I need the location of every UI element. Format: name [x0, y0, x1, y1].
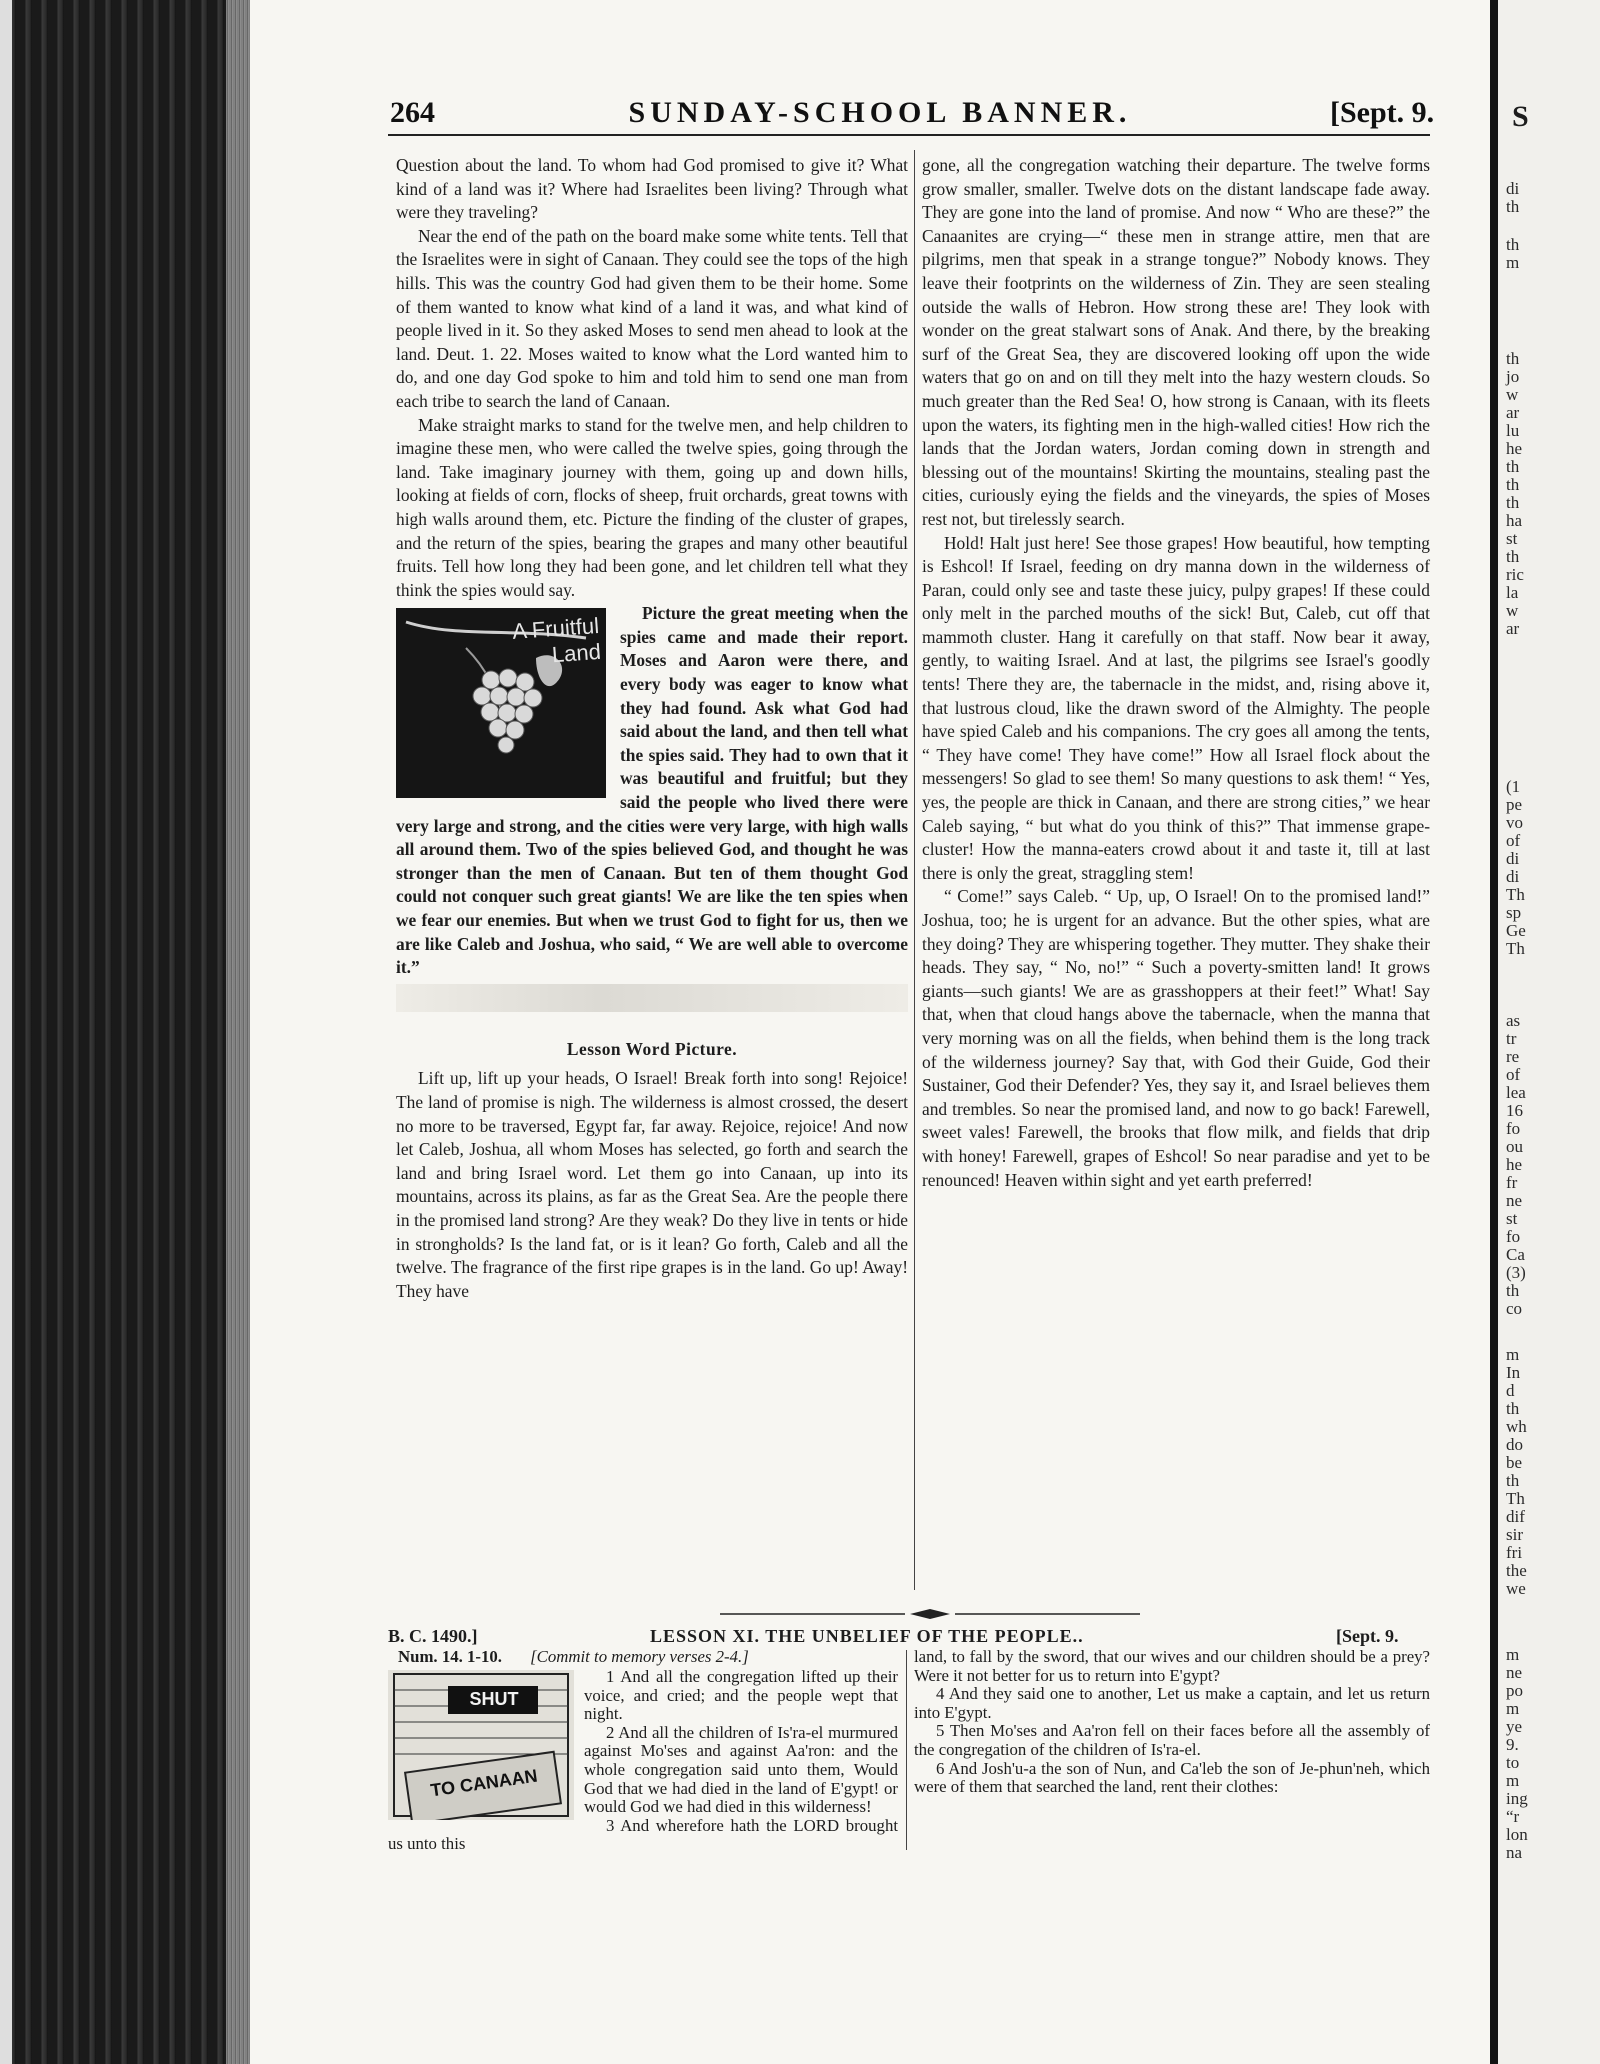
- adjacent-text-fragment: ne: [1506, 1663, 1523, 1682]
- verse: land, to fall by the sword, that our wives and our children should be a prey? Were it not better for us to return into E'gypt?: [914, 1647, 1430, 1685]
- verse: 6 And Josh'u-a the son of Nun, and Ca'leb the son of Je-phun'neh, which were of them that searched the land, rent their clothes:: [914, 1758, 1430, 1797]
- adjacent-text-fragment: w: [1506, 601, 1519, 620]
- adjacent-text-fragment: di: [1506, 867, 1520, 886]
- adjacent-text-fragment: th: [1506, 493, 1520, 512]
- section-heading: Lesson Word Picture.: [566, 1038, 738, 1059]
- adjacent-text-fragment: na: [1506, 1843, 1523, 1862]
- adjacent-text-fragment: re: [1506, 1047, 1520, 1066]
- adjacent-text-fragment: po: [1506, 1681, 1523, 1700]
- adjacent-text-fragment: m: [1506, 1645, 1520, 1664]
- scripture-reference: Num. 14. 1-10.: [398, 1647, 502, 1666]
- verse: 3 And wherefore hath the LORD brought us unto this: [388, 1815, 898, 1854]
- adjacent-text-fragment: ric: [1506, 565, 1524, 584]
- adjacent-text-fragment: ne: [1506, 1191, 1523, 1210]
- header-rule: [388, 134, 1430, 136]
- paragraph: Make straight marks to stand for the twelve men, and help children to imagine these men, who were called the twelve spies, going through the land. Take imaginary journey with them, going up and down hills, looking at fields of corn, flocks of sheep, fruit orchards, great towns with high walls around them, etc. Picture the finding of the cluster of grapes, and the return of the spies, bearing the grapes and many other beautiful fruits. Tell how long they had been gone, and let children tell what they think the spies would say.: [396, 414, 908, 600]
- adjacent-text-fragment: he: [1506, 1155, 1523, 1174]
- adjacent-text-fragment: ou: [1506, 1137, 1523, 1156]
- adjacent-text-fragment: co: [1506, 1299, 1523, 1318]
- left-column: [396, 154, 908, 1303]
- adjacent-text-fragment: as: [1506, 1011, 1521, 1030]
- adjacent-text-fragment: 9.: [1506, 1735, 1519, 1754]
- adjacent-text-fragment: st: [1506, 1209, 1518, 1228]
- page-number: 264: [390, 96, 435, 129]
- adjacent-text-fragment: In: [1506, 1363, 1521, 1382]
- adjacent-page-fragment: [1490, 0, 1600, 2064]
- adjacent-text-fragment: jo: [1506, 367, 1520, 386]
- adjacent-text-fragment: tr: [1506, 1029, 1517, 1048]
- adjacent-text-fragment: ar: [1506, 403, 1520, 422]
- adjacent-text-fragment: th: [1506, 1281, 1520, 1300]
- adjacent-text-fragment: sir: [1506, 1525, 1523, 1544]
- adjacent-running-head: S: [1512, 100, 1529, 133]
- column-rule: [914, 150, 915, 1590]
- adjacent-text-fragment: di: [1506, 849, 1520, 868]
- paragraph: “ Come!” says Caleb. “ Up, up, O Israel! On to the promised land!” Joshua, too; he is urgent for an advance. But the other spies, what are they doing? They are whispering together. They mutter. They shake their heads. They say, “ No, no!” “ Such a poverty-smitten land! It grows giants—such giants! We are as grasshoppers at their feet!” What! Say that, when that cloud hangs above the tabernacle, when the manna that very morning was on all the fields, when behind them is the long track of the wilderness journey? Say that, with God their Guide, God their Sustainer, God their Defender? Yes, they say it, and Israel believes them and trembles. So near the promised land, and now to go back! Farewell, sweet vales! Farewell, the brooks that flow milk, and fields that drip with honey! Farewell, grapes of Eshcol! So near paradise and yet to be renounced! Heaven within sight and yet earth preferred!: [922, 886, 1430, 1190]
- adjacent-text-fragment: ha: [1506, 511, 1523, 530]
- page-edges: [226, 0, 250, 2064]
- adjacent-text-fragment: “r: [1506, 1807, 1520, 1826]
- adjacent-text-fragment: th: [1506, 1471, 1520, 1490]
- adjacent-text-fragment: la: [1506, 583, 1519, 602]
- paragraph: Question about the land. To whom had God promised to give it? What kind of a land was it? Where had Israelites been living? Through what were they traveling?: [396, 155, 908, 223]
- adjacent-text-fragment: Ca: [1506, 1245, 1525, 1264]
- adjacent-text-fragment: lon: [1506, 1825, 1528, 1844]
- adjacent-text-fragment: (1: [1506, 777, 1521, 796]
- lesson-right-column: [914, 1648, 1430, 1797]
- verse: 4 And they said one to another, Let us make a captain, and let us return into E'gypt.: [914, 1684, 1430, 1722]
- running-head: SUNDAY-SCHOOL BANNER.: [628, 96, 1132, 129]
- adjacent-text-fragment: d: [1506, 1381, 1515, 1400]
- verse: 1 And all the congregation lifted up their voice, and cried; and the people wept that night.: [584, 1667, 898, 1724]
- adjacent-text-fragment: st: [1506, 529, 1518, 548]
- adjacent-text-fragment: of: [1506, 831, 1521, 850]
- adjacent-text-fragment: di: [1506, 179, 1520, 198]
- right-column: [922, 154, 1430, 1192]
- adjacent-text-fragment: th: [1506, 547, 1520, 566]
- adjacent-text-fragment: th: [1506, 475, 1520, 494]
- adjacent-text-fragment: pe: [1506, 795, 1523, 814]
- adjacent-text-fragment: of: [1506, 1065, 1521, 1084]
- adjacent-text-fragment: do: [1506, 1435, 1523, 1454]
- adjacent-text-fragment: wh: [1506, 1417, 1527, 1436]
- shut-to-canaan-illustration: [388, 1670, 574, 1820]
- lesson-date-bc: B. C. 1490.]: [388, 1626, 478, 1646]
- adjacent-text-fragment: m: [1506, 253, 1520, 272]
- adjacent-text-fragment: th: [1506, 349, 1520, 368]
- paragraph: Near the end of the path on the board make some white tents. Tell that the Israelites were in sight of Canaan. They could see the tops of the high hills. This was the country God had given them to be their home. Some of them wanted to know what kind of a land it was, and what kind of people lived in it. So they asked Moses to send men ahead to look at the land. Deut. 1. 22. Moses waited to know what the Lord wanted him to do, and one day God spoke to him and told him to send one man from each tribe to search the land of Canaan.: [396, 225, 908, 411]
- adjacent-text-fragment: he: [1506, 439, 1523, 458]
- adjacent-text-fragment: m: [1506, 1699, 1520, 1718]
- adjacent-text-fragment: to: [1506, 1753, 1520, 1772]
- adjacent-text-fragment: ye: [1506, 1717, 1523, 1736]
- adjacent-text-fragment: sp: [1506, 903, 1522, 922]
- adjacent-text-fragment: Th: [1506, 885, 1525, 904]
- scan-smudge: [396, 984, 908, 1012]
- paragraph: Picture the great meeting when the spies came and made their report. Moses and Aaron were there, and every body was eager to know what they had found. Ask what God had said about the land, and then tell what the spies said. They had to own that it was beautiful and fruitful; but they said the people who lived there were very large and strong, and the cities were very large, with high walls all around them. Two of the spies believed God, and thought he was stronger than the men of Canaan. But ten of them thought God could not conquer such great giants! We are like the ten spies when we fear our enemies. But when we trust God to fight for us, then we are like Caleb and Joshua, who said, “ We are well able to overcome it.”: [396, 603, 908, 978]
- adjacent-text-fragment: lea: [1506, 1083, 1526, 1102]
- adjacent-text-fragment: th: [1506, 1399, 1520, 1418]
- book-spine: [0, 0, 250, 2064]
- adjacent-text-fragment: ing: [1506, 1789, 1528, 1808]
- adjacent-text-fragment: 16: [1506, 1101, 1523, 1120]
- adjacent-text-fragment: w: [1506, 385, 1519, 404]
- adjacent-text-fragment: m: [1506, 1771, 1520, 1790]
- adjacent-text-fragment: Th: [1506, 939, 1525, 958]
- memory-verse-note: [Commit to memory verses 2-4.]: [530, 1647, 749, 1666]
- paragraph: Lift up, lift up your heads, O Israel! Break forth into song! Rejoice! The land of promise is nigh. The wilderness is almost crossed, the desert no more to be traversed, Egypt far, far away. Rejoice, rejoice! And now let Caleb, Joshua, all whom Moses has selected, go forth and search the land and bring Israel word. Let them go into Canaan, up into its mountains, across its plains, as far as the Great Sea. Are the people there in the promised land strong? Are they weak? Do they live in tents or hide in strongholds? Is the land fat, or is it lean? Go forth, Caleb and all the twelve. The fragrance of the first ripe grapes is in the land. Go up! Away! They have: [396, 1068, 908, 1301]
- illustration-caption: A Fruitful Land: [511, 613, 602, 668]
- paragraph: Hold! Halt just here! See those grapes! How beautiful, how tempting is Eshcol! If Israel, feeding on dry manna down in the wilderness of Paran, could only see and taste these juicy, pulpy grapes! If these could only melt in the parched mouths of the sick! But, Caleb, cut off that mammoth cluster. Hang it carefully on that staff. Now bear it away, gently, to waiting Israel. And at last, the pilgrims see Israel's goodly tents! There they are, the tabernacle in the midst, and, rising above it, that lustrous cloud, like the drawn sword of the Almighty. The people have spied Caleb and his companions. The cry goes all among the tents, “ They have come! They have come!” How all Israel flock about the messengers! So glad to see them! So many questions to ask them! “ Yes, yes, the people are thick in Canaan, and there are strong cities,” we hear Caleb saying, “ but what do you think of this?” That immense grape-cluster! How the manna-eaters crowd about it and taste it, till at last there is only the great, straggling stem!: [922, 532, 1430, 883]
- column-rule: [906, 1650, 907, 1850]
- adjacent-text-fragment: the: [1506, 1561, 1527, 1580]
- adjacent-text-fragment: m: [1506, 1345, 1520, 1364]
- lesson-left-column: [388, 1648, 898, 1854]
- adjacent-text-fragment: dif: [1506, 1507, 1525, 1526]
- fruitful-land-illustration: [396, 608, 606, 798]
- adjacent-text-fragment: th: [1506, 235, 1520, 254]
- adjacent-text-fragment: Th: [1506, 1489, 1525, 1508]
- sign-to-canaan: TO CANAAN: [429, 1765, 539, 1801]
- adjacent-text-fragment: we: [1506, 1579, 1526, 1598]
- adjacent-text-fragment: fo: [1506, 1119, 1521, 1138]
- adjacent-text-fragment: ar: [1506, 619, 1520, 638]
- adjacent-text-fragment: fo: [1506, 1227, 1521, 1246]
- adjacent-text-fragment: fr: [1506, 1173, 1518, 1192]
- ornamental-divider: [720, 1608, 1140, 1620]
- adjacent-text-fragment: (3): [1506, 1263, 1526, 1282]
- adjacent-text-fragment: vo: [1506, 813, 1523, 832]
- header-date: [Sept. 9.: [1330, 96, 1435, 129]
- lesson-date: [Sept. 9.: [1336, 1626, 1399, 1646]
- sign-shut: SHUT: [469, 1689, 519, 1709]
- paragraph: gone, all the congregation watching their departure. The twelve forms grow smaller, smaller. Twelve dots on the distant landscape fade away. They are gone into the land of promise. And now “ Who are these?” the Canaanites are crying—“ these men in strange attire, men that are pilgrims, men that speak in a strange tongue?” Nobody knows. They leave their footprints on the wilderness of Zin. They are seen stealing outside the walls of Hebron. How strong these are! They look with wonder on the great stalwart sons of Anak. And there, by the breaking surf of the Great Sea, they are discovered looking off upon the wide waters that go on and on till they melt into the hazy western clouds. So much greater than the Red Sea! O, how strong is Canaan, with its fleets upon the waters, its fighting men in the high-walled cities! How rich the lands that the Jordan waters, Jordan coming down in strength and blessing out of the mountains! Skirting the mountains, stealing past the cities, curiously eying the fields and the vineyards, the spies of Moses rest not, but tirelessly search.: [922, 155, 1430, 529]
- scan-margin: [0, 0, 12, 2064]
- adjacent-text-fragment: fri: [1506, 1543, 1523, 1562]
- adjacent-text-fragment: Ge: [1506, 921, 1526, 940]
- adjacent-text-fragment: th: [1506, 197, 1520, 216]
- adjacent-text-fragment: be: [1506, 1453, 1523, 1472]
- adjacent-text-fragment: th: [1506, 457, 1520, 476]
- verse: 2 And all the children of Is'ra-el murmured against Mo'ses and against Aa'ron: and the whole congregation said unto them, Would God that we had died in the land of E'gypt! or would God we had died in this wilderness!: [584, 1722, 898, 1817]
- lesson-title: LESSON XI. THE UNBELIEF OF THE PEOPLE..: [650, 1626, 1084, 1646]
- verse: 5 Then Mo'ses and Aa'ron fell on their faces before all the assembly of the congregation of the children of Is'ra-el.: [914, 1721, 1430, 1759]
- adjacent-text-fragment: lu: [1506, 421, 1520, 440]
